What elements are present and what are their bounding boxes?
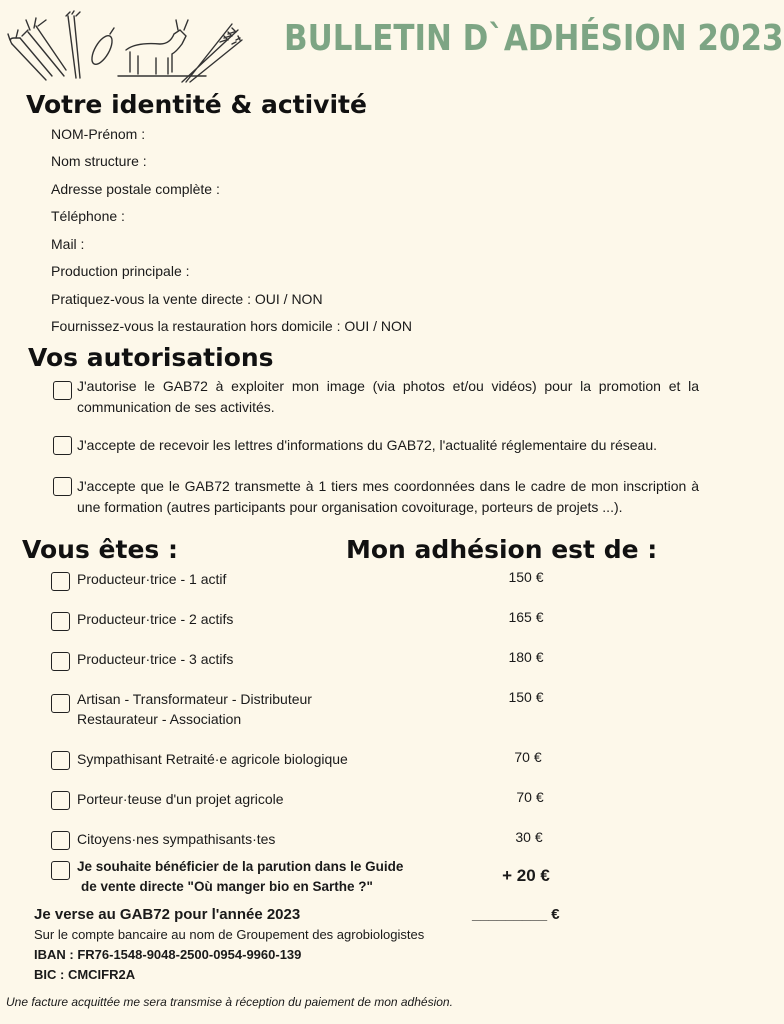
option-artisan-label-line2: Restaurateur - Association: [77, 711, 242, 727]
option-project-label: Porteur·teuse d'un projet agricole: [77, 791, 284, 807]
direct-sale-question: Pratiquez-vous la vente directe : OUI / NON: [51, 291, 323, 307]
option-producer-3-checkbox[interactable]: [51, 652, 70, 671]
option-retired-label: Sympathisant Retraité·e agricole biologique: [77, 751, 348, 767]
option-citizen-label: Citoyens·nes sympathisants·tes: [77, 831, 276, 847]
name-field-label: NOM-Prénom :: [51, 126, 146, 142]
option-producer-1-price: 150 €: [508, 569, 544, 585]
option-producer-1-label: Producteur·trice - 1 actif: [77, 571, 227, 587]
image-consent-checkbox[interactable]: [53, 381, 72, 400]
option-retired-price: 70 €: [514, 749, 542, 765]
member-type-heading: Vous êtes :: [22, 535, 178, 564]
contact-share-consent-text: J'accepte que le GAB72 transmette à 1 tiers mes coordonnées dans le cadre de mon inscription à une formation (autres participants pour organisation covoiturage, porteurs de projets ...).: [77, 478, 699, 515]
guide-option-label: Je souhaite bénéficier de la parution dans le Guide: [77, 859, 404, 874]
option-producer-3-label: Producteur·trice - 3 actifs: [77, 651, 234, 667]
bank-account-text: Sur le compte bancaire au nom de Groupement des agrobiologistes: [34, 927, 425, 942]
catering-question: Fournissez-vous la restauration hors domicile : OUI / NON: [51, 318, 413, 334]
option-citizen-checkbox[interactable]: [51, 831, 70, 850]
document-title: BULLETIN D`ADHÉSION 2023: [284, 18, 784, 59]
payment-amount-blank[interactable]: _________ €: [472, 906, 560, 923]
option-project-checkbox[interactable]: [51, 791, 70, 810]
option-producer-2-label: Producteur·trice - 2 actifs: [77, 611, 234, 627]
option-producer-3-price: 180 €: [508, 649, 544, 665]
membership-fee-heading: Mon adhésion est de :: [346, 535, 658, 564]
option-producer-2-price: 165 €: [508, 609, 544, 625]
option-producer-2-checkbox[interactable]: [51, 612, 70, 631]
option-retired-checkbox[interactable]: [51, 751, 70, 770]
newsletter-consent-checkbox[interactable]: [53, 436, 72, 455]
iban-text: IBAN : FR76-1548-9048-2500-0954-9960-139: [34, 947, 302, 962]
guide-option-price: + 20 €: [502, 866, 550, 885]
guide-option-label-line2: de vente directe "Où manger bio en Sarthe ?": [81, 879, 373, 894]
payment-title: Je verse au GAB72 pour l'année 2023: [34, 906, 301, 923]
option-project-price: 70 €: [516, 789, 544, 805]
production-field-label: Production principale :: [51, 263, 190, 279]
address-field-label: Adresse postale complète :: [51, 181, 220, 197]
option-artisan-price: 150 €: [508, 689, 544, 705]
contact-share-consent-checkbox[interactable]: [53, 477, 72, 496]
bic-text: BIC : CMCIFR2A: [34, 967, 136, 982]
option-artisan-label: Artisan - Transformateur - Distributeur: [77, 691, 312, 707]
option-artisan-checkbox[interactable]: [51, 694, 70, 713]
structure-field-label: Nom structure :: [51, 153, 147, 169]
option-producer-1-checkbox[interactable]: [51, 572, 70, 591]
invoice-note: Une facture acquittée me sera transmise à réception du paiement de mon adhésion.: [6, 995, 453, 1009]
farm-illustration: [6, 10, 246, 84]
authorizations-heading: Vos autorisations: [28, 343, 274, 372]
option-citizen-price: 30 €: [515, 829, 543, 845]
image-consent-text: J'autorise le GAB72 à exploiter mon image (via photos et/ou vidéos) pour la promotion et la communication de ses activités.: [77, 378, 699, 415]
guide-option-checkbox[interactable]: [51, 861, 70, 880]
newsletter-consent-text: J'accepte de recevoir les lettres d'informations du GAB72, l'actualité réglementaire du réseau.: [77, 437, 657, 453]
identity-heading: Votre identité & activité: [26, 90, 367, 119]
mail-field-label: Mail :: [51, 236, 85, 252]
phone-field-label: Téléphone :: [51, 208, 125, 224]
